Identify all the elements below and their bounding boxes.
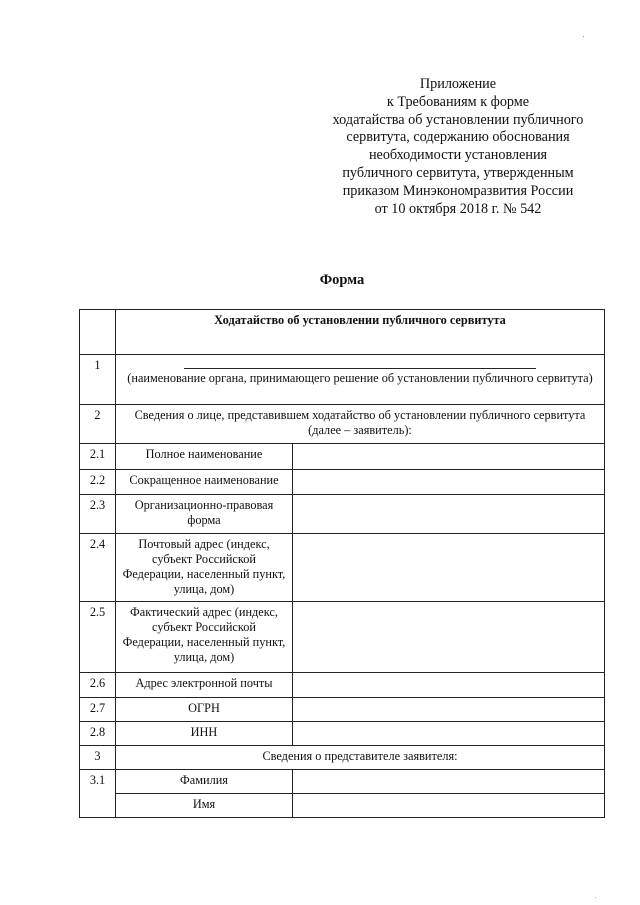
surname-field[interactable]	[293, 770, 605, 794]
row-number: 2.8	[80, 722, 116, 746]
row-number: 2.5	[80, 602, 116, 673]
full-name-field[interactable]	[293, 444, 605, 470]
table-row	[80, 794, 605, 818]
representative-section-heading: Сведения о представителе заявителя:	[116, 746, 605, 770]
field-label: Фамилия	[116, 770, 293, 794]
authority-name-cell[interactable]	[116, 355, 605, 405]
table-header: Ходатайство об установлении публичного сервитута	[116, 310, 605, 355]
table-row	[80, 495, 605, 534]
appendix-line: сервитута, содержанию обоснования	[346, 129, 570, 146]
table-row	[80, 534, 605, 602]
row-number: 2.6	[80, 673, 116, 698]
appendix-line: ходатайства об установлении публичного	[332, 111, 584, 128]
first-name-field[interactable]	[293, 794, 605, 818]
row-number: 1	[80, 355, 116, 405]
legal-form-field[interactable]	[293, 495, 605, 534]
field-label: Организационно-правовая форма	[116, 495, 293, 534]
postal-address-field[interactable]	[293, 534, 605, 602]
scan-speck	[583, 36, 584, 37]
table-row	[80, 444, 605, 470]
table-row	[80, 770, 605, 794]
row-number: 2.1	[80, 444, 116, 470]
appendix-line: к Требованиям к форме	[386, 93, 530, 110]
row-number: 3.1	[80, 770, 116, 818]
authority-name-blank-line	[184, 368, 536, 369]
applicant-section-heading: Сведения о лице, представившем ходатайство об установлении публичного сервитута (далее – заявитель):	[116, 405, 605, 444]
petition-form-table	[79, 309, 605, 818]
inn-field[interactable]	[293, 722, 605, 746]
appendix-line: Приложение	[419, 76, 497, 92]
table-row	[80, 355, 605, 405]
field-label: ИНН	[116, 722, 293, 746]
table-row	[80, 470, 605, 495]
authority-name-caption: (наименование органа, принимающего решение об установлении публичного сервитута)	[127, 371, 593, 385]
actual-address-field[interactable]	[293, 602, 605, 673]
email-field[interactable]	[293, 673, 605, 698]
row-number: 3	[80, 746, 116, 770]
ogrn-field[interactable]	[293, 698, 605, 722]
appendix-line: необходимости установления	[368, 147, 548, 164]
appendix-line: приказом Минэкономразвития России	[342, 182, 574, 199]
row-number: 2.2	[80, 470, 116, 495]
row-number: 2.3	[80, 495, 116, 534]
appendix-block	[300, 76, 616, 218]
table-header-row	[80, 310, 605, 355]
field-label: Адрес электронной почты	[116, 673, 293, 698]
field-label: Фактический адрес (индекс, субъект Российской Федерации, населенный пункт, улица, дом)	[116, 602, 293, 673]
table-row	[80, 673, 605, 698]
table-row	[80, 698, 605, 722]
field-label: Полное наименование	[116, 444, 293, 470]
row-number: 2	[80, 405, 116, 444]
row-number: 2.4	[80, 534, 116, 602]
appendix-line: публичного сервитута, утвержденным	[342, 164, 574, 181]
field-label: Сокращенное наименование	[116, 470, 293, 495]
field-label: Почтовый адрес (индекс, субъект Российской Федерации, населенный пункт, улица, дом)	[116, 534, 293, 602]
row-number: 2.7	[80, 698, 116, 722]
table-row	[80, 405, 605, 444]
table-row	[80, 746, 605, 770]
scan-speck	[595, 897, 596, 898]
appendix-line: от 10 октября 2018 г. № 542	[374, 200, 542, 217]
form-title: Форма	[319, 272, 365, 288]
field-label: ОГРН	[116, 698, 293, 722]
table-row	[80, 722, 605, 746]
header-num-cell	[80, 310, 116, 355]
short-name-field[interactable]	[293, 470, 605, 495]
table-row	[80, 602, 605, 673]
field-label: Имя	[116, 794, 293, 818]
